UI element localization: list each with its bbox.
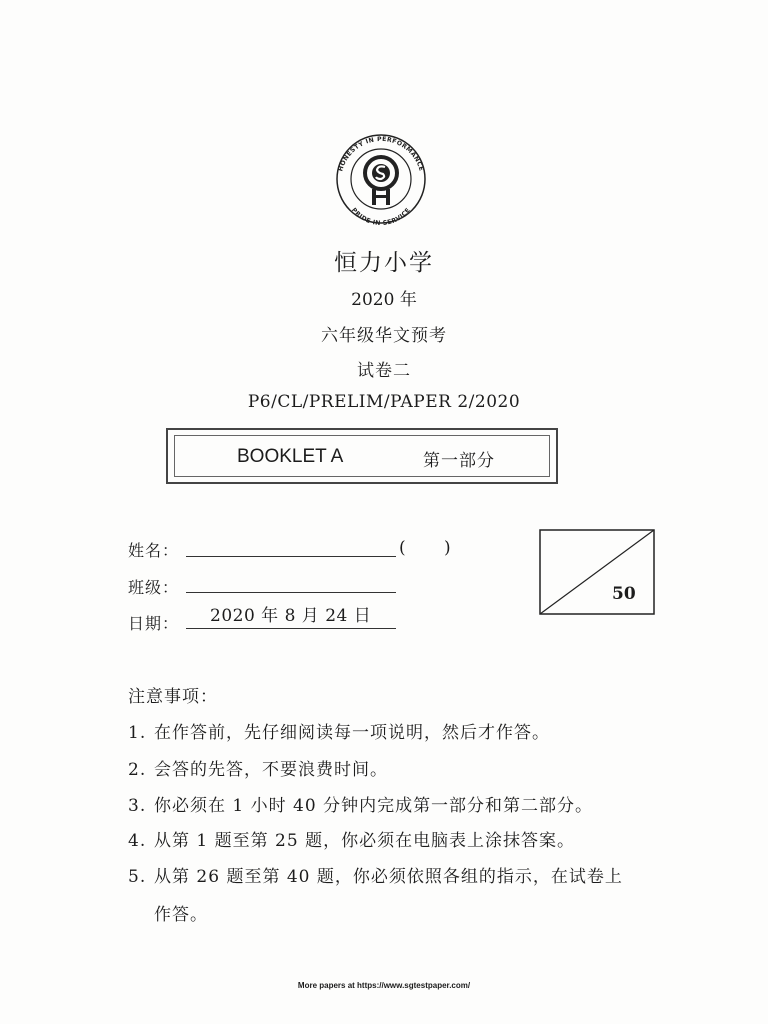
instruction-number: 4.	[128, 831, 147, 851]
school-name: 恒力小学	[334, 250, 434, 276]
name-field[interactable]	[186, 555, 396, 557]
instruction-text: 会答的先答，不要浪费时间。	[154, 760, 388, 780]
name-label: 姓名：	[128, 541, 180, 560]
score-total: 50	[612, 584, 636, 604]
instructions-title: 注意事项：	[128, 687, 218, 707]
instruction-item-continuation: 作答。	[154, 905, 208, 925]
index-close-paren: )	[444, 538, 451, 558]
school-crest-logo	[325, 133, 437, 225]
footer-link[interactable]: More papers at https://www.sgtestpaper.com/	[297, 981, 471, 990]
paper-code: P6/CL/PRELIM/PAPER 2/2020	[247, 392, 521, 412]
class-field[interactable]	[186, 591, 396, 593]
instruction-number: 5.	[128, 867, 147, 887]
date-label: 日期：	[128, 614, 180, 633]
instruction-text: 你必须在 1 小时 40 分钟内完成第一部分和第二部分。	[154, 796, 594, 816]
exam-year: 2020 年	[351, 290, 417, 310]
instruction-number: 1.	[128, 723, 147, 743]
instruction-item	[128, 718, 550, 743]
paper-title: 试卷二	[357, 361, 411, 381]
svg-text:PRIDE IN SERVICE: PRIDE IN SERVICE	[350, 206, 412, 225]
instruction-item	[128, 791, 593, 816]
instruction-text: 从第 1 题至第 25 题，你必须在电脑表上涂抹答案。	[154, 831, 576, 851]
instruction-text: 从第 26 题至第 40 题，你必须依照各组的指示，在试卷上	[154, 867, 623, 887]
class-label: 班级：	[128, 578, 180, 597]
score-box	[539, 529, 655, 615]
date-field	[186, 627, 396, 629]
svg-text:HONESTY IN PERFORMANCE: HONESTY IN PERFORMANCE	[337, 135, 425, 173]
index-open-paren: (	[399, 538, 406, 558]
instruction-number: 2.	[128, 760, 147, 780]
booklet-label-zh: 第一部分	[423, 451, 495, 471]
date-value: 2020 年 8 月 24 日	[210, 606, 372, 626]
instruction-item	[128, 826, 575, 851]
instruction-item	[128, 755, 388, 780]
booklet-label-en: BOOKLET A	[237, 446, 344, 467]
booklet-box	[166, 428, 558, 484]
instruction-item	[128, 862, 623, 887]
exam-title: 六年级华文预考	[321, 326, 447, 346]
booklet-inner-frame	[174, 435, 550, 477]
instruction-number: 3.	[128, 796, 147, 816]
instruction-text: 在作答前，先仔细阅读每一项说明，然后才作答。	[154, 723, 550, 743]
